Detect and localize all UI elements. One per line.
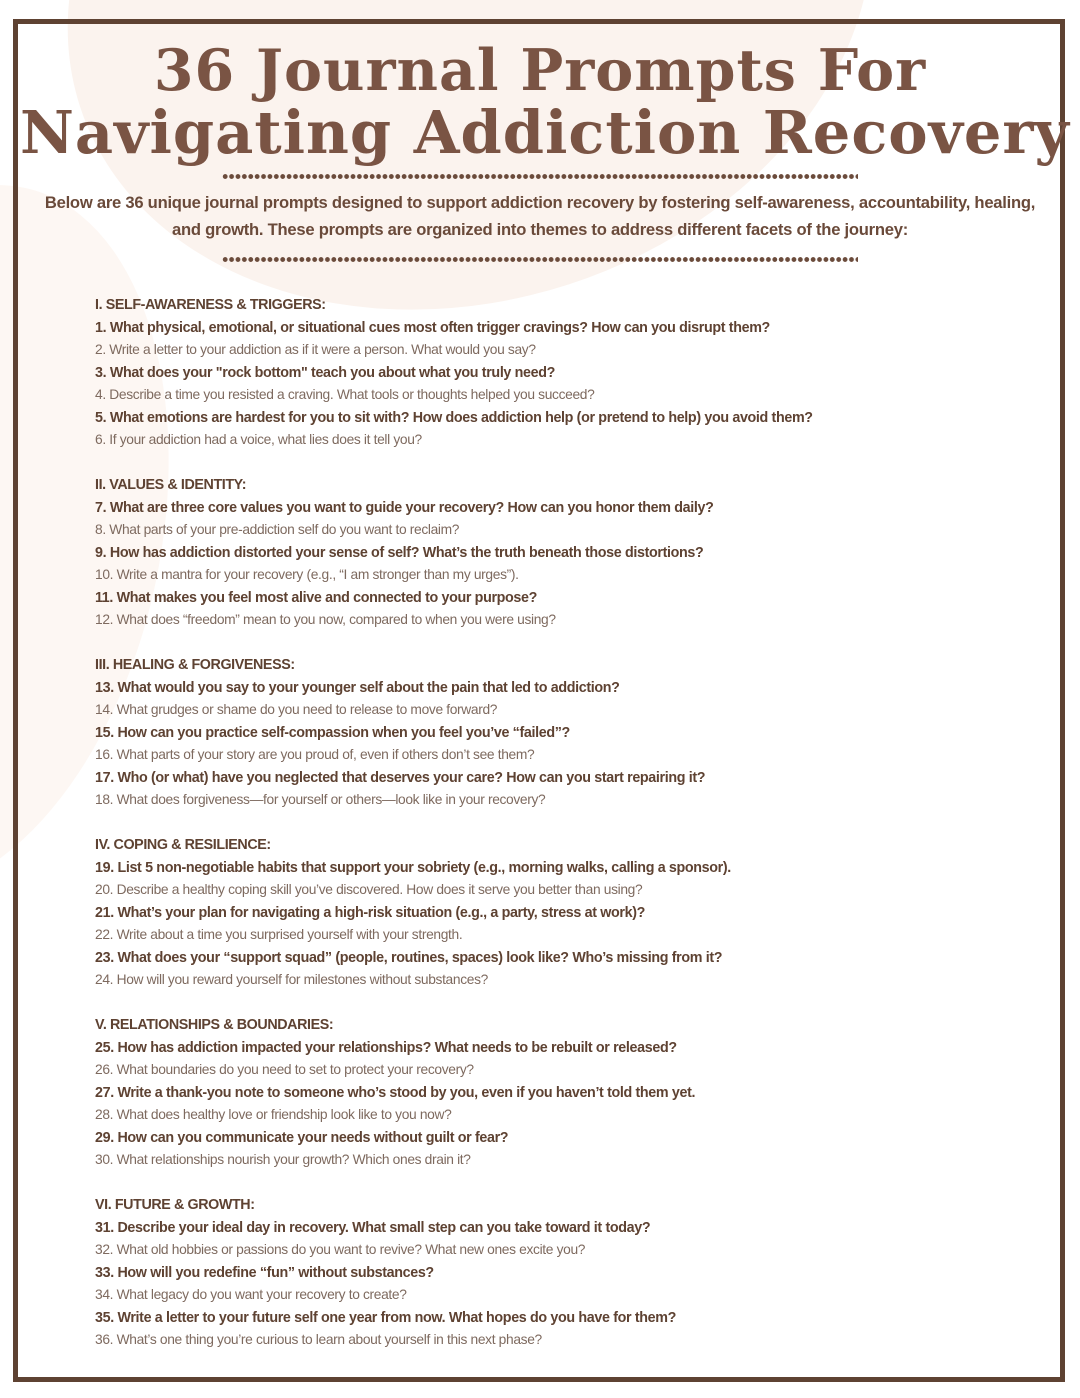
journal-prompt: 1. What physical, emotional, or situational cues most often trigger cravings? How can you disrupt them?	[95, 319, 770, 336]
page-title-line-2: Navigating Addiction Recovery	[20, 98, 1070, 167]
dotted-divider-bottom	[222, 256, 858, 263]
journal-prompt: 2. Write a letter to your addiction as if it were a person. What would you say?	[95, 342, 536, 357]
journal-prompt: 15. How can you practice self-compassion when you feel you’ve “failed”?	[95, 724, 570, 741]
journal-prompt: 27. Write a thank-you note to someone who’s stood by you, even if you haven’t told them yet.	[95, 1084, 696, 1101]
prompt-section	[95, 654, 1015, 812]
journal-prompt: 17. Who (or what) have you neglected that deserves your care? How can you start repairing it?	[95, 769, 706, 786]
prompt-section	[95, 1194, 1015, 1352]
journal-prompt: 12. What does “freedom” mean to you now, compared to when you were using?	[95, 612, 556, 627]
journal-prompt: 3. What does your "rock bottom" teach you about what you truly need?	[95, 364, 556, 381]
journal-prompt: 28. What does healthy love or friendship look like to you now?	[95, 1107, 452, 1122]
journal-prompt: 36. What’s one thing you’re curious to learn about yourself in this next phase?	[95, 1332, 542, 1347]
journal-prompt: 24. How will you reward yourself for milestones without substances?	[95, 972, 488, 987]
journal-prompt: 35. Write a letter to your future self one year from now. What hopes do you have for them?	[95, 1309, 676, 1326]
journal-prompt: 23. What does your “support squad” (people, routines, spaces) look like? Who’s missing from it?	[95, 949, 723, 966]
section-heading: VI. FUTURE & GROWTH:	[95, 1197, 255, 1213]
journal-prompt: 9. How has addiction distorted your sense of self? What’s the truth beneath those distortions?	[95, 544, 704, 561]
section-heading: IV. COPING & RESILIENCE:	[95, 837, 271, 853]
journal-prompt: 5. What emotions are hardest for you to sit with? How does addiction help (or pretend to help) you avoid them?	[95, 409, 813, 426]
journal-prompt: 7. What are three core values you want to guide your recovery? How can you honor them daily?	[95, 499, 714, 516]
journal-prompt: 19. List 5 non-negotiable habits that support your sobriety (e.g., morning walks, calling a sponsor).	[95, 859, 731, 876]
journal-prompt: 25. How has addiction impacted your relationships? What needs to be rebuilt or released?	[95, 1039, 677, 1056]
intro-line-2: and growth. These prompts are organized into themes to address different facets of the journey:	[172, 220, 908, 239]
journal-prompt: 16. What parts of your story are you proud of, even if others don’t see them?	[95, 747, 535, 762]
section-heading: II. VALUES & IDENTITY:	[95, 477, 247, 493]
journal-prompt: 13. What would you say to your younger self about the pain that led to addiction?	[95, 679, 620, 696]
journal-prompt: 10. Write a mantra for your recovery (e.g., “I am stronger than my urges”).	[95, 567, 519, 582]
section-heading: I. SELF-AWARENESS & TRIGGERS:	[95, 297, 326, 313]
journal-prompt: 4. Describe a time you resisted a craving. What tools or thoughts helped you succeed?	[95, 387, 595, 402]
section-heading: III. HEALING & FORGIVENESS:	[95, 657, 295, 673]
prompt-list	[95, 294, 1015, 1374]
journal-prompt: 20. Describe a healthy coping skill you’ve discovered. How does it serve you better than using?	[95, 882, 643, 897]
journal-prompt: 14. What grudges or shame do you need to release to move forward?	[95, 702, 498, 717]
journal-prompt: 18. What does forgiveness—for yourself or others—look like in your recovery?	[95, 792, 546, 807]
journal-prompt: 26. What boundaries do you need to set to protect your recovery?	[95, 1062, 474, 1077]
journal-prompt: 29. How can you communicate your needs without guilt or fear?	[95, 1129, 509, 1146]
page-title-line-1: 36 Journal Prompts For	[153, 37, 927, 104]
journal-prompt: 8. What parts of your pre-addiction self do you want to reclaim?	[95, 522, 460, 537]
journal-prompt: 34. What legacy do you want your recovery to create?	[95, 1287, 407, 1302]
journal-prompt: 32. What old hobbies or passions do you want to revive? What new ones excite you?	[95, 1242, 586, 1257]
intro-line-1: Below are 36 unique journal prompts designed to support addiction recovery by fostering self-awareness, accountability, healing,	[44, 193, 1036, 212]
dotted-divider-top	[222, 173, 858, 180]
journal-prompt: 22. Write about a time you surprised yourself with your strength.	[95, 927, 463, 942]
section-heading: V. RELATIONSHIPS & BOUNDARIES:	[95, 1017, 334, 1033]
prompt-section	[95, 294, 1015, 452]
journal-prompt: 31. Describe your ideal day in recovery. What small step can you take toward it today?	[95, 1219, 651, 1236]
journal-prompt: 21. What’s your plan for navigating a high-risk situation (e.g., a party, stress at work)?	[95, 904, 646, 921]
prompt-section	[95, 1014, 1015, 1172]
intro-paragraph	[26, 189, 1054, 243]
journal-prompt: 30. What relationships nourish your growth? Which ones drain it?	[95, 1152, 471, 1167]
prompt-section	[95, 474, 1015, 632]
prompt-section	[95, 834, 1015, 992]
journal-prompt: 11. What makes you feel most alive and connected to your purpose?	[95, 589, 538, 606]
journal-prompt: 33. How will you redefine “fun” without substances?	[95, 1264, 434, 1281]
journal-prompt: 6. If your addiction had a voice, what lies does it tell you?	[95, 432, 422, 447]
